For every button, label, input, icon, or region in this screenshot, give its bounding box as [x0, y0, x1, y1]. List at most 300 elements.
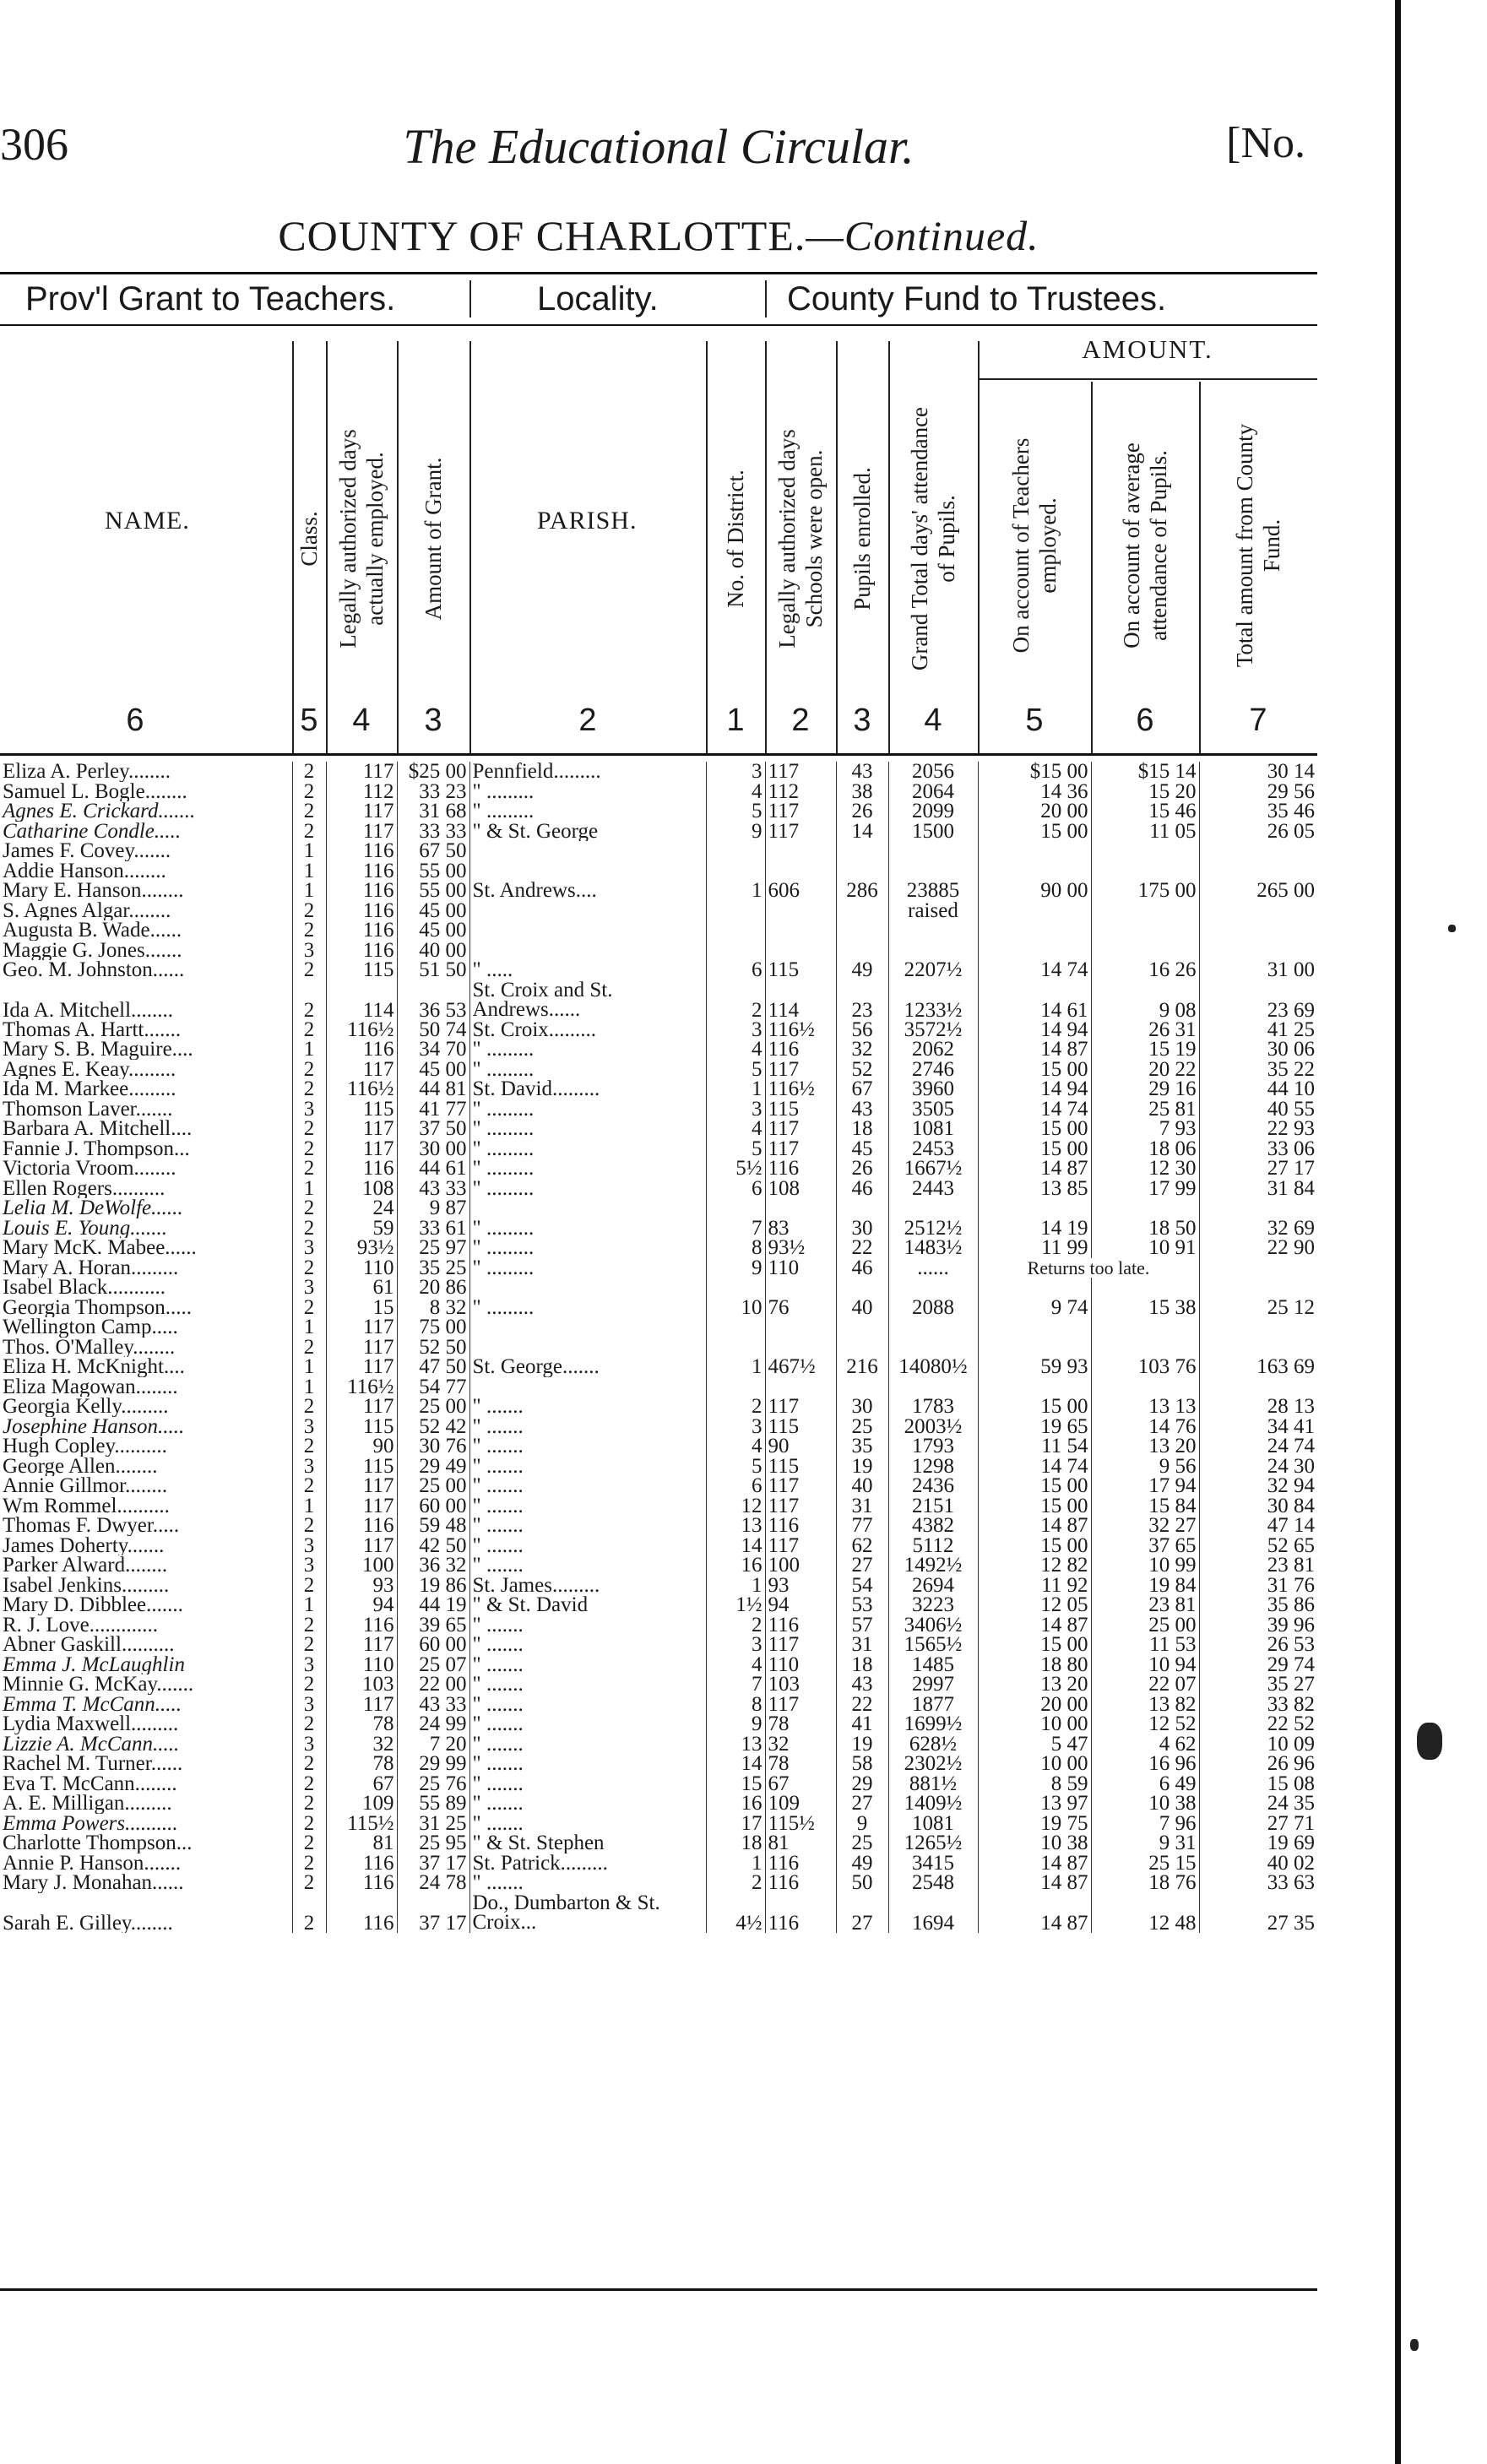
cell-district: 7 [706, 1674, 765, 1695]
cell-total-amount [1199, 841, 1317, 861]
cell-class: 2 [292, 980, 326, 1020]
cell-parish: " ....... [469, 1814, 706, 1834]
cell-teachers-amount: 14 87 [978, 1159, 1091, 1179]
cell-enrolled [836, 920, 888, 941]
cell-class: 1 [292, 1496, 326, 1517]
cell-name: A. E. Milligan......... [3, 1794, 172, 1814]
cell-district: 14 [706, 1536, 765, 1556]
cell-total-amount: 22 52 [1199, 1714, 1317, 1734]
cell-total-amount [1199, 941, 1317, 961]
col-divider [292, 341, 294, 753]
cell-attendance: 1699½ [888, 1714, 978, 1734]
cell-teachers-amount: 15 00 [978, 1476, 1091, 1496]
cell-total-amount [1199, 1317, 1317, 1338]
cell-enrolled [836, 941, 888, 961]
cell-parish: " ......... [469, 782, 706, 802]
table-row [0, 1496, 1317, 1517]
cell-name: Josephine Hanson..... [3, 1416, 185, 1436]
cell-name: Mary A. Horan......... [3, 1257, 179, 1278]
table-row [0, 1635, 1317, 1655]
cell-name: James F. Covey....... [3, 841, 171, 861]
cell-average-amount: 23 81 [1091, 1595, 1199, 1615]
cell-average-amount: 15 19 [1091, 1039, 1199, 1060]
cell-attendance: 2064 [888, 782, 978, 802]
cell-days-open: 78 [765, 1754, 836, 1774]
col-head-grant [397, 372, 469, 706]
col-head-class-text: Class. [296, 511, 322, 567]
cell-parish: " ....... [469, 1536, 706, 1556]
table-row [0, 1695, 1317, 1715]
table-row [0, 1417, 1317, 1437]
cell-class: 1 [292, 1357, 326, 1377]
cell-attendance: 1298 [888, 1457, 978, 1477]
cell-days-open: 117 [765, 1119, 836, 1139]
cell-average-amount: 103 76 [1091, 1357, 1199, 1377]
cell-enrolled: 43 [836, 1099, 888, 1120]
cell-class: 3 [292, 1238, 326, 1258]
cell-attendance: 1233½ [888, 980, 978, 1020]
cell-class: 2 [292, 1436, 326, 1457]
cell-days-employed: 116 [326, 901, 397, 921]
cell-days-employed: 117 [326, 1357, 397, 1377]
cell-days-employed: 93 [326, 1576, 397, 1596]
cell-attendance [888, 1338, 978, 1358]
cell-district: 5 [706, 1457, 765, 1477]
cell-class: 2 [292, 1814, 326, 1834]
cell-total-amount: 40 55 [1199, 1099, 1317, 1120]
cell-attendance: 1265½ [888, 1833, 978, 1853]
cell-days-employed: 117 [326, 1397, 397, 1417]
col-divider [978, 341, 980, 753]
table-top-rule [0, 272, 1317, 274]
cell-name: Annie P. Hanson....... [3, 1853, 182, 1873]
cell-parish: " & St. Stephen [469, 1833, 706, 1853]
cell-class: 2 [292, 1576, 326, 1596]
cell-class: 2 [292, 1516, 326, 1536]
cell-total-amount: 32 69 [1199, 1218, 1317, 1239]
table-row [0, 1020, 1317, 1040]
cell-district [706, 1198, 765, 1218]
cell-name: Wellington Camp..... [3, 1317, 178, 1338]
cell-days-employed: 93½ [326, 1238, 397, 1258]
cell-parish: St. Croix and St. Andrews...... [469, 980, 706, 1020]
cell-attendance: 4382 [888, 1516, 978, 1536]
cell-grant: 43 33 [397, 1695, 469, 1715]
cell-enrolled: 31 [836, 1496, 888, 1517]
cell-enrolled: 26 [836, 801, 888, 822]
cell-attendance: 2694 [888, 1576, 978, 1596]
cell-grant: 33 33 [397, 822, 469, 842]
cell-attendance [888, 861, 978, 882]
cell-enrolled: 22 [836, 1695, 888, 1715]
cell-grant: 54 77 [397, 1377, 469, 1398]
margin-mark [1448, 925, 1456, 932]
cell-enrolled: 35 [836, 1436, 888, 1457]
cell-parish: St. Andrews.... [469, 881, 706, 901]
cell-total-amount: 47 14 [1199, 1516, 1317, 1536]
group-divider [765, 280, 767, 317]
cell-class: 2 [292, 1754, 326, 1774]
cell-grant: 43 33 [397, 1179, 469, 1199]
cell-name: Mary D. Dibblee....... [3, 1595, 183, 1615]
cell-enrolled: 27 [836, 1794, 888, 1814]
cell-grant: 8 32 [397, 1298, 469, 1318]
cell-days-employed: 117 [326, 1476, 397, 1496]
cell-teachers-amount: 14 87 [978, 1853, 1091, 1874]
cell-days-open: 115 [765, 1457, 836, 1477]
cell-enrolled: 46 [836, 1179, 888, 1199]
col-head-teachers-amount [978, 385, 1091, 706]
table-row [0, 901, 1317, 921]
table-row [0, 1853, 1317, 1874]
cell-teachers-amount: 14 74 [978, 1457, 1091, 1477]
cell-class: 2 [292, 1794, 326, 1814]
cell-parish: " ....... [469, 1397, 706, 1417]
cell-class: 2 [292, 1258, 326, 1278]
cell-total-amount: 33 63 [1199, 1873, 1317, 1893]
cell-teachers-amount: 14 74 [978, 1099, 1091, 1120]
cell-grant: 35 25 [397, 1258, 469, 1278]
cell-district: 4 [706, 1119, 765, 1139]
cell-total-amount: 31 76 [1199, 1576, 1317, 1596]
cell-total-amount: 30 14 [1199, 762, 1317, 782]
cell-days-employed: 112 [326, 782, 397, 802]
cell-teachers-amount [978, 1377, 1091, 1398]
cell-enrolled: 54 [836, 1576, 888, 1596]
cell-average-amount: 10 99 [1091, 1555, 1199, 1576]
cell-teachers-amount: 18 80 [978, 1655, 1091, 1675]
cell-attendance: 23885 [888, 881, 978, 901]
cell-days-open: 116 [765, 1893, 836, 1933]
cell-enrolled [836, 1198, 888, 1218]
cell-parish [469, 1198, 706, 1218]
cell-total-amount: 52 65 [1199, 1536, 1317, 1556]
cell-parish: " ....... [469, 1754, 706, 1774]
cell-days-employed: 116 [326, 1873, 397, 1893]
group-divider [469, 280, 471, 317]
cell-total-amount: 35 46 [1199, 801, 1317, 822]
cell-total-amount: 44 10 [1199, 1079, 1317, 1099]
cell-attendance: 2062 [888, 1039, 978, 1060]
cell-days-employed: 115 [326, 960, 397, 980]
cell-days-open [765, 901, 836, 921]
cell-district: 18 [706, 1833, 765, 1853]
table-row [0, 841, 1317, 861]
cell-days-open: 117 [765, 762, 836, 782]
cell-days-open: 67 [765, 1774, 836, 1794]
cell-parish: " ....... [469, 1734, 706, 1755]
cell-district: 2 [706, 1873, 765, 1893]
cell-average-amount: 9 56 [1091, 1457, 1199, 1477]
col-head-average-amount [1091, 385, 1199, 706]
cell-total-amount [1199, 1338, 1317, 1358]
table-row [0, 762, 1317, 782]
cell-district: 8 [706, 1695, 765, 1715]
cell-attendance: 2443 [888, 1179, 978, 1199]
table-row [0, 920, 1317, 941]
cell-average-amount [1091, 1317, 1199, 1338]
cell-average-amount: 10 38 [1091, 1794, 1199, 1814]
cell-days-open: 117 [765, 1496, 836, 1517]
table-row [0, 1198, 1317, 1218]
cell-average-amount: 20 22 [1091, 1060, 1199, 1080]
cell-enrolled: 49 [836, 1853, 888, 1874]
table-row [0, 1159, 1317, 1179]
cell-teachers-amount [978, 1317, 1091, 1338]
cell-parish: " ......... [469, 1060, 706, 1080]
cell-days-open: 109 [765, 1794, 836, 1814]
cell-enrolled: 27 [836, 1893, 888, 1933]
cell-grant: 22 00 [397, 1674, 469, 1695]
table-row [0, 1258, 1317, 1278]
cell-parish: " ......... [469, 1099, 706, 1120]
cell-total-amount: 26 96 [1199, 1754, 1317, 1774]
cell-district: 9 [706, 1714, 765, 1734]
cell-class: 1 [292, 1595, 326, 1615]
table-row [0, 1476, 1317, 1496]
cell-name: Georgia Kelly......... [3, 1397, 169, 1417]
col-head-district [706, 372, 765, 706]
cell-class: 2 [292, 1833, 326, 1853]
cell-attendance: 3505 [888, 1099, 978, 1120]
cell-parish: " ......... [469, 1258, 706, 1278]
cell-days-employed: 116 [326, 1039, 397, 1060]
cell-district: 3 [706, 1635, 765, 1655]
col-divider [706, 341, 708, 753]
cell-attendance: 14080½ [888, 1357, 978, 1377]
table-row [0, 1873, 1317, 1893]
cell-average-amount: 12 30 [1091, 1159, 1199, 1179]
cell-days-employed: 116 [326, 1893, 397, 1933]
cell-name: Hugh Copley.......... [3, 1436, 167, 1457]
table-row [0, 1674, 1317, 1695]
group-locality: Locality. [537, 280, 659, 317]
table-row [0, 1516, 1317, 1536]
cell-attendance: 628½ [888, 1734, 978, 1755]
col-head-days-employed [326, 372, 397, 706]
cell-enrolled: 19 [836, 1734, 888, 1755]
cell-district: 16 [706, 1794, 765, 1814]
cell-name: George Allen........ [3, 1456, 158, 1476]
cell-attendance: 1081 [888, 1814, 978, 1834]
cell-days-employed: 108 [326, 1179, 397, 1199]
cell-grant: 24 78 [397, 1873, 469, 1893]
cell-grant: 59 48 [397, 1516, 469, 1536]
cell-name: Isabel Jenkins......... [3, 1575, 170, 1595]
cell-attendance: 1694 [888, 1893, 978, 1933]
cell-attendance: 2453 [888, 1139, 978, 1159]
cell-enrolled: 58 [836, 1754, 888, 1774]
cell-grant: 40 00 [397, 941, 469, 961]
table-row [0, 1357, 1317, 1377]
cell-days-employed: 116 [326, 1853, 397, 1874]
col-number: 3 [853, 703, 871, 738]
cell-district: 5 [706, 1060, 765, 1080]
col-divider [765, 341, 767, 753]
table-row [0, 1595, 1317, 1615]
margin-mark [1410, 2339, 1419, 2351]
cell-attendance [888, 920, 978, 941]
cell-grant: 55 00 [397, 881, 469, 901]
cell-class: 1 [292, 1179, 326, 1199]
col-number: 5 [300, 703, 318, 738]
cell-district: 1 [706, 881, 765, 901]
cell-days-employed: 117 [326, 762, 397, 782]
table-row [0, 822, 1317, 842]
cell-days-open: 117 [765, 1139, 836, 1159]
cell-district: 4 [706, 1655, 765, 1675]
cell-days-employed: 110 [326, 1655, 397, 1675]
cell-teachers-amount: 14 87 [978, 1039, 1091, 1060]
cell-teachers-amount: 10 38 [978, 1833, 1091, 1853]
cell-total-amount: 23 81 [1199, 1555, 1317, 1576]
cell-name: Lydia Maxwell......... [3, 1714, 179, 1734]
cell-average-amount: 18 06 [1091, 1139, 1199, 1159]
cell-parish [469, 920, 706, 941]
cell-parish: " ......... [469, 1139, 706, 1159]
cell-total-amount: 26 53 [1199, 1635, 1317, 1655]
cell-district: 5 [706, 1139, 765, 1159]
cell-days-open: 112 [765, 782, 836, 802]
cell-grant: 47 50 [397, 1357, 469, 1377]
cell-class: 1 [292, 841, 326, 861]
cell-name: Thos. O'Malley........ [3, 1337, 176, 1357]
table-row [0, 1436, 1317, 1457]
cell-days-open [765, 1198, 836, 1218]
cell-district: 17 [706, 1814, 765, 1834]
cell-grant: 52 42 [397, 1417, 469, 1437]
cell-class: 3 [292, 1695, 326, 1715]
cell-enrolled: 52 [836, 1060, 888, 1080]
cell-enrolled [836, 861, 888, 882]
col-divider [888, 341, 890, 753]
cell-class: 2 [292, 1853, 326, 1874]
cell-district [706, 861, 765, 882]
cell-attendance: 3223 [888, 1595, 978, 1615]
cell-days-open [765, 1317, 836, 1338]
cell-class: 2 [292, 1139, 326, 1159]
cell-parish [469, 1377, 706, 1398]
cell-total-amount: 30 84 [1199, 1496, 1317, 1517]
cell-enrolled: 45 [836, 1139, 888, 1159]
cell-average-amount: 22 07 [1091, 1674, 1199, 1695]
cell-parish: " ....... [469, 1655, 706, 1675]
cell-teachers-amount: 12 05 [978, 1595, 1091, 1615]
cell-average-amount: 13 20 [1091, 1436, 1199, 1457]
table-row [0, 1833, 1317, 1853]
table-row [0, 941, 1317, 961]
cell-district: 9 [706, 822, 765, 842]
cell-average-amount: 15 20 [1091, 782, 1199, 802]
cell-parish: " ......... [469, 1179, 706, 1199]
cell-average-amount: 25 81 [1091, 1099, 1199, 1120]
cell-total-amount: 27 17 [1199, 1159, 1317, 1179]
cell-teachers-amount: 9 74 [978, 1298, 1091, 1318]
journal-title: The Educational Circular. [403, 119, 914, 174]
cell-grant: 20 86 [397, 1278, 469, 1298]
cell-teachers-amount: 12 82 [978, 1555, 1091, 1576]
cell-name: Thomas A. Hartt....... [3, 1019, 182, 1039]
cell-enrolled: 67 [836, 1079, 888, 1099]
cell-teachers-amount: 14 87 [978, 1615, 1091, 1636]
cell-parish: " ....... [469, 1714, 706, 1734]
cell-average-amount: 7 93 [1091, 1119, 1199, 1139]
cell-attendance: 1877 [888, 1695, 978, 1715]
cell-days-open: 81 [765, 1833, 836, 1853]
cell-name: Geo. M. Johnston...... [3, 960, 185, 980]
cell-class: 3 [292, 1417, 326, 1437]
cell-days-open: 117 [765, 1635, 836, 1655]
cell-class: 2 [292, 1397, 326, 1417]
cell-teachers-amount: 15 00 [978, 1119, 1091, 1139]
cell-enrolled [836, 1317, 888, 1338]
cell-enrolled: 26 [836, 1159, 888, 1179]
cell-enrolled: 25 [836, 1417, 888, 1437]
cell-days-employed: 116 [326, 861, 397, 882]
cell-days-employed: 117 [326, 1536, 397, 1556]
cell-total-amount: 30 06 [1199, 1039, 1317, 1060]
table-row [0, 1278, 1317, 1298]
cell-days-employed: 59 [326, 1218, 397, 1239]
cell-enrolled: 286 [836, 881, 888, 901]
cell-attendance: 5112 [888, 1536, 978, 1556]
cell-days-employed: 117 [326, 1060, 397, 1080]
table-row [0, 1615, 1317, 1636]
cell-grant: 75 00 [397, 1317, 469, 1338]
cell-enrolled: 57 [836, 1615, 888, 1636]
cell-teachers-amount [978, 1198, 1091, 1218]
cell-days-open [765, 1338, 836, 1358]
table-row [0, 980, 1317, 1020]
cell-days-employed: 115½ [326, 1814, 397, 1834]
cell-attendance: 881½ [888, 1774, 978, 1794]
cell-days-open: 116 [765, 1516, 836, 1536]
cell-class: 2 [292, 1060, 326, 1080]
cell-days-employed: 110 [326, 1258, 397, 1278]
col-divider [326, 341, 328, 753]
cell-days-open: 117 [765, 1060, 836, 1080]
cell-teachers-amount: 13 20 [978, 1674, 1091, 1695]
cell-parish: " ......... [469, 1218, 706, 1239]
cell-enrolled: 23 [836, 980, 888, 1020]
cell-parish [469, 1317, 706, 1338]
table-row [0, 1576, 1317, 1596]
col-number: 4 [924, 703, 942, 738]
cell-days-open [765, 841, 836, 861]
cell-enrolled: 62 [836, 1536, 888, 1556]
cell-class: 2 [292, 1079, 326, 1099]
cell-grant: 50 74 [397, 1020, 469, 1040]
cell-name: Louis E. Young....... [3, 1218, 167, 1238]
cell-average-amount: 16 96 [1091, 1754, 1199, 1774]
cell-grant: 9 87 [397, 1198, 469, 1218]
cell-parish: " ....... [469, 1873, 706, 1893]
cell-days-employed: 103 [326, 1674, 397, 1695]
cell-average-amount: 7 96 [1091, 1814, 1199, 1834]
cell-district: 3 [706, 1417, 765, 1437]
cell-parish [469, 901, 706, 921]
cell-district: 10 [706, 1298, 765, 1318]
cell-district [706, 1338, 765, 1358]
cell-district [706, 841, 765, 861]
cell-average-amount: 26 31 [1091, 1020, 1199, 1040]
table-row [0, 1079, 1317, 1099]
cell-teachers-amount: 20 00 [978, 1695, 1091, 1715]
col-number: 2 [791, 703, 810, 738]
cell-days-employed: 117 [326, 1139, 397, 1159]
cell-days-open: 116 [765, 1853, 836, 1874]
cell-enrolled: 56 [836, 1020, 888, 1040]
